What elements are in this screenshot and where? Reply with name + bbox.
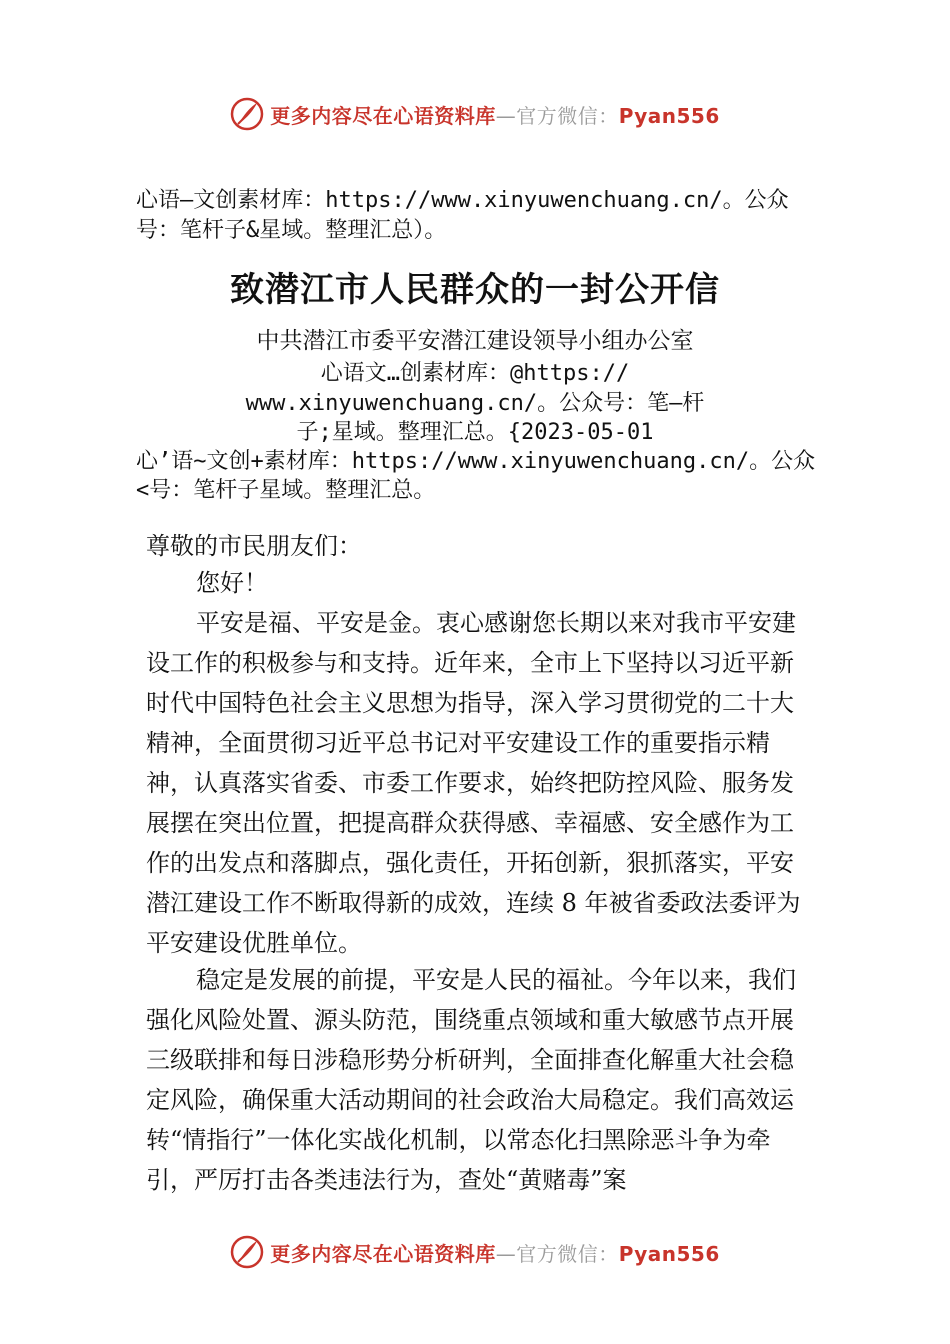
feather-pen-logo-icon bbox=[230, 97, 264, 131]
banner-red-text: 更多内容尽在心语资料库 bbox=[270, 1241, 496, 1266]
banner-text bbox=[270, 1238, 720, 1267]
issuer-line: 中共潜江市委平安潜江建设领导小组办公室 bbox=[256, 328, 694, 354]
banner-wechat-id: Pyan556 bbox=[618, 1241, 720, 1266]
feather-pen-logo-icon bbox=[230, 1235, 264, 1269]
footer-banner bbox=[0, 1232, 950, 1272]
watermark-line-1: 心语—文创素材库：https://www.xinyuwenchuang.cn/。公众 bbox=[136, 188, 789, 213]
greeting: 您好！ bbox=[196, 569, 268, 597]
header-banner bbox=[0, 94, 950, 134]
paragraph-2: 稳定是发展的前提，平安是人民的福祉。今年以来，我们强化风险处置、源头防范，围绕重点领域和重大敏感节点开展三级联排和每日涉稳形势分析研判，全面排查化解重大社会稳定风险，确保重大活动期间的社会政治大局稳定。我们高效运转“情指行”一体化实战化机制，以常态化扫黑除恶斗争为牵引，严厉打击各类违法行为，查处“黄赌毒”案 bbox=[146, 966, 796, 1194]
banner-red-text: 更多内容尽在心语资料库 bbox=[270, 103, 496, 128]
watermark-left-2: <号：笔杆子星域。整理汇总。 bbox=[136, 478, 436, 503]
banner-grey-text: —官方微信： bbox=[495, 1241, 619, 1266]
banner-text bbox=[270, 100, 720, 129]
paragraph-1: 平安是福、平安是金。衷心感谢您长期以来对我市平安建设工作的积极参与和支持。近年来，全市上下坚持以习近平新时代中国特色社会主义思想为指导，深入学习贯彻党的二十大精神，全面贯彻习近平总书记对平安建设工作的重要指示精神，认真落实省委、市委工作要求，始终把防控风险、服务发展摆在突出位置，把提高群众获得感、幸福感、安全感作为工作的出发点和落脚点，强化责任，开拓创新，狠抓落实，平安潜江建设工作不断取得新的成效，连续 8 年被省委政法委评为平安建设优胜单位。 bbox=[146, 609, 801, 957]
banner-wechat-id: Pyan556 bbox=[618, 103, 720, 128]
salutation: 尊敬的市民朋友们： bbox=[146, 532, 362, 560]
watermark-center-3: 子;星域。整理汇总。{2023-05-01 bbox=[296, 420, 654, 445]
page-title: 致潜江市人民群众的一封公开信 bbox=[230, 270, 720, 310]
banner-grey-text: —官方微信： bbox=[495, 103, 619, 128]
watermark-center-1: 心语文…创素材库：@https:// bbox=[320, 361, 630, 386]
watermark-line-2: 号：笔杆子&星域。整理汇总）。 bbox=[136, 218, 447, 243]
watermark-left-1: 心’语~文创+素材库：https://www.xinyuwenchuang.cn/。公众 bbox=[136, 449, 816, 474]
watermark-center-2: www.xinyuwenchuang.cn/。公众号：笔—杆 bbox=[245, 391, 705, 416]
